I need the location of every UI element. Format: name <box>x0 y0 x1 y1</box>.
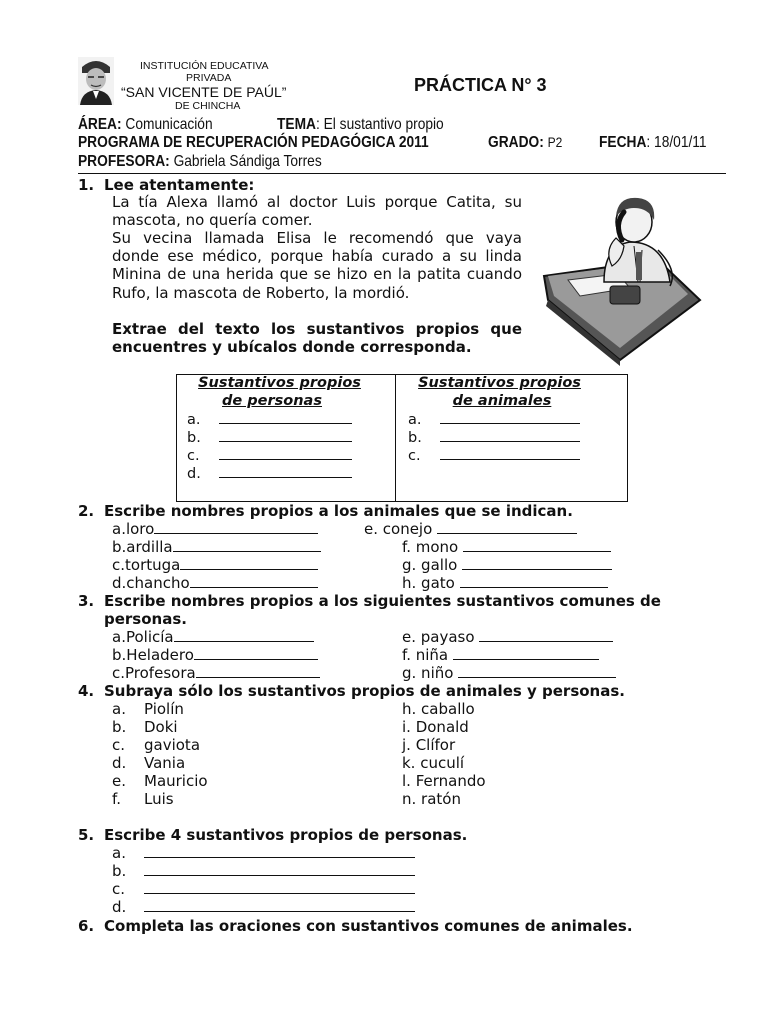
tema-value: : El sustantivo propio <box>315 116 444 133</box>
q3-item[interactable]: b.Heladero <box>112 646 318 664</box>
q4-option[interactable]: f. Luis <box>112 790 174 808</box>
area-row <box>78 116 235 134</box>
table-col2-header-line1: Sustantivos propios <box>418 375 581 391</box>
q2-item[interactable]: h. gato <box>402 574 608 592</box>
priest-portrait-icon <box>78 57 114 105</box>
q2-item[interactable]: c.tortuga <box>112 556 318 574</box>
grado-value: P2 <box>547 134 563 150</box>
table-col1-item[interactable]: d. <box>187 465 352 482</box>
grado-row <box>488 134 574 152</box>
table-col1-item[interactable]: a. <box>187 411 352 428</box>
q5-title: Escribe 4 sustantivos propios de personas. <box>104 826 468 844</box>
q3-item[interactable]: e. payaso <box>402 628 613 646</box>
school-name-line1: INSTITUCIÓN EDUCATIVA <box>140 60 269 72</box>
header-divider <box>78 173 726 174</box>
q5-answer-line[interactable]: a. <box>112 844 415 862</box>
q5-answer-line[interactable]: d. <box>112 898 415 916</box>
program-title-text: PROGRAMA DE RECUPERACIÓN PEDAGÓGICA 2011 <box>78 134 429 151</box>
q2-item[interactable]: a.loro <box>112 520 318 538</box>
q3-title: Escribe nombres propios a los siguientes sustantivos comunes de <box>104 592 661 610</box>
q4-option[interactable]: a. Piolín <box>112 700 184 718</box>
q2-item[interactable]: e. conejo <box>364 520 577 538</box>
q4-option[interactable]: b. Doki <box>112 718 178 736</box>
q5-answer-line[interactable]: c. <box>112 880 415 898</box>
q4-option[interactable]: j. Clífor <box>402 736 456 754</box>
q1-paragraph1: La tía Alexa llamó al doctor Luis porque Catita, su mascota, no quería comer. <box>112 193 522 230</box>
q3-title-line2: personas. <box>104 610 187 628</box>
q2-item[interactable]: d.chancho <box>112 574 318 592</box>
q4-option[interactable]: i. Donald <box>402 718 469 736</box>
q4-option[interactable]: l. Fernando <box>402 772 486 790</box>
q1-instruction: Extrae del texto los sustantivos propios que encuentres y ubícalos donde corresponda. <box>112 320 522 357</box>
q1-title: Lee atentamente: <box>104 176 255 194</box>
q6-title: Completa las oraciones con sustantivos comunes de animales. <box>104 917 633 935</box>
q5-number: 5. <box>78 826 95 844</box>
q2-item[interactable]: g. gallo <box>402 556 612 574</box>
q3-item[interactable]: f. niña <box>402 646 599 664</box>
table-col2-item[interactable]: a. <box>408 411 580 428</box>
practice-title: PRÁCTICA N° 3 <box>414 75 547 95</box>
grado-label: GRADO: <box>488 134 544 151</box>
q4-option[interactable]: d. Vania <box>112 754 186 772</box>
q3-item[interactable]: g. niño <box>402 664 616 682</box>
q4-option[interactable]: k. cuculí <box>402 754 465 772</box>
fecha-row <box>599 134 724 152</box>
q2-item[interactable]: f. mono <box>402 538 611 556</box>
telephone-desk-icon <box>538 190 704 366</box>
q4-number: 4. <box>78 682 95 700</box>
table-col2-item[interactable]: b. <box>408 429 580 446</box>
profesora-label: PROFESORA: <box>78 153 170 170</box>
q4-option[interactable]: e. Mauricio <box>112 772 208 790</box>
table-col1-header-line1: Sustantivos propios <box>198 375 361 391</box>
q2-number: 2. <box>78 502 95 520</box>
q1-number: 1. <box>78 176 95 194</box>
table-col2-item[interactable]: c. <box>408 447 580 464</box>
program-title <box>78 134 486 152</box>
q2-title: Escribe nombres propios a los animales que se indican. <box>104 502 573 520</box>
q3-number: 3. <box>78 592 95 610</box>
area-value: Comunicación <box>125 116 213 133</box>
tema-row <box>277 116 471 134</box>
q4-option[interactable]: c. gaviota <box>112 736 201 754</box>
nouns-table-divider <box>395 374 396 502</box>
person-on-phone-illustration <box>538 190 704 366</box>
school-logo <box>78 57 114 105</box>
tema-label: TEMA <box>277 116 316 133</box>
q3-item[interactable]: c.Profesora <box>112 664 320 682</box>
q6-number: 6. <box>78 917 95 935</box>
area-label: ÁREA: <box>78 116 122 133</box>
q4-option[interactable]: n. ratón <box>402 790 461 808</box>
school-city: DE CHINCHA <box>175 100 241 112</box>
table-col1-item[interactable]: b. <box>187 429 352 446</box>
q4-title: Subraya sólo los sustantivos propios de animales y personas. <box>104 682 625 700</box>
q1-paragraph2: Su vecina llamada Elisa le recomendó que vaya donde ese médico, porque había curado a su linda Minina de una herida que se hizo en la patita cuando Rufo, la mascota de Roberto, la mordió. <box>112 229 522 302</box>
school-name: “SAN VICENTE DE PAÚL” <box>121 84 287 100</box>
table-col1-item[interactable]: c. <box>187 447 352 464</box>
q5-answer-line[interactable]: b. <box>112 862 415 880</box>
profesora-row <box>78 153 361 171</box>
table-col1-header-line2: de personas <box>222 393 322 409</box>
q3-item[interactable]: a.Policía <box>112 628 314 646</box>
profesora-value: Gabriela Sándiga Torres <box>173 153 322 170</box>
q2-item[interactable]: b.ardilla <box>112 538 321 556</box>
q4-option[interactable]: h. caballo <box>402 700 475 718</box>
table-col2-header-line2: de animales <box>452 393 552 409</box>
fecha-value: : 18/01/11 <box>646 134 707 151</box>
fecha-label: FECHA <box>599 134 647 151</box>
school-name-line2: PRIVADA <box>186 72 232 84</box>
